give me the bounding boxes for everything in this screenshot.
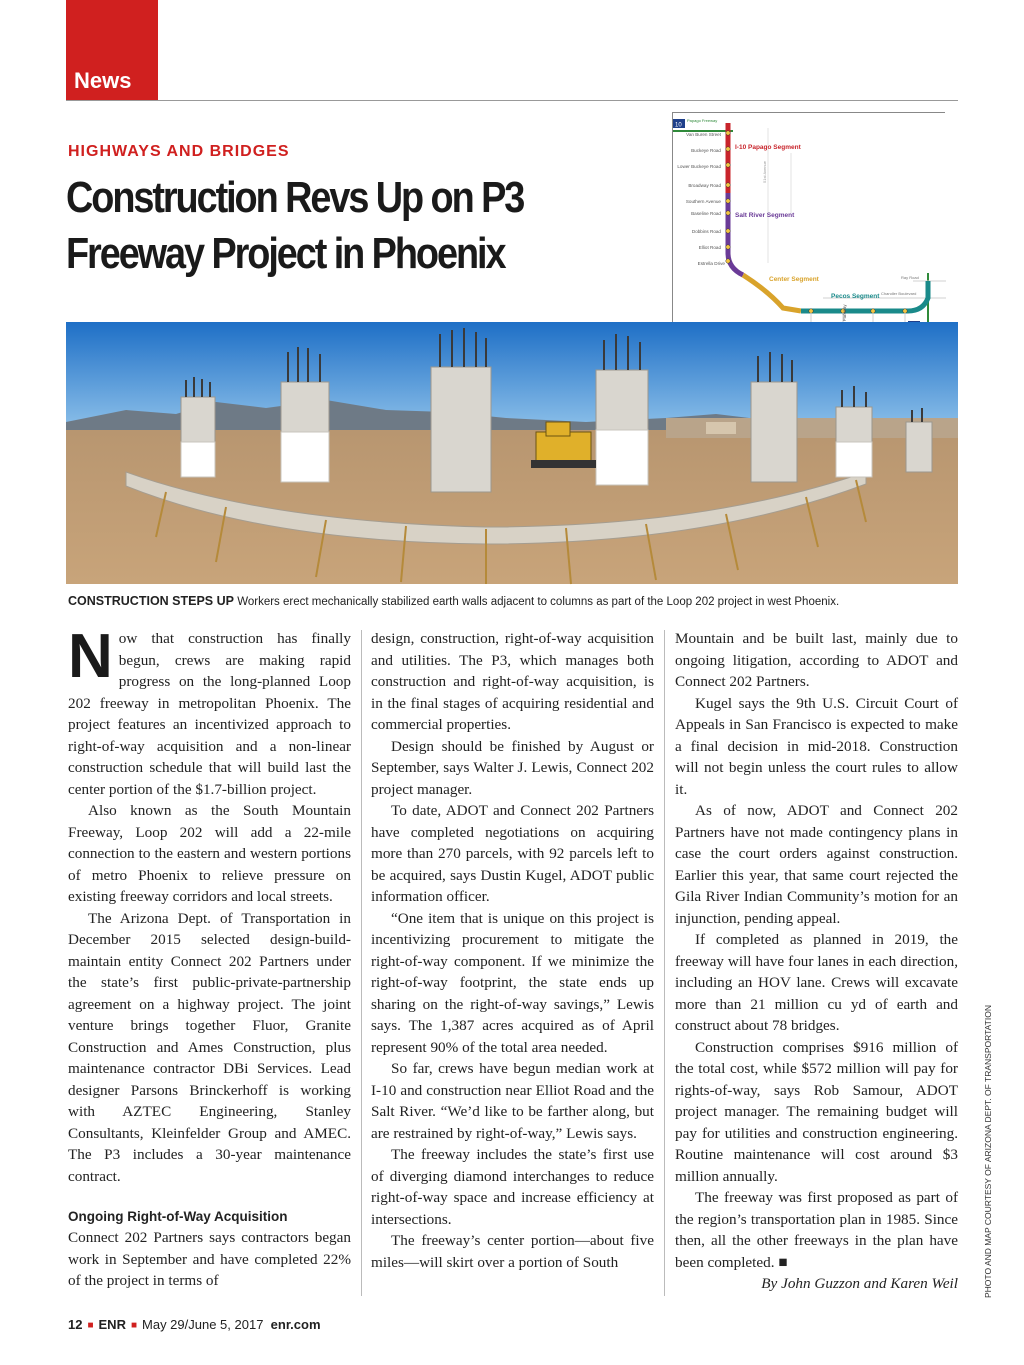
caption-title: CONSTRUCTION STEPS UP xyxy=(68,594,234,608)
article-paragraph: So far, crews have begun median work at I-10 and construction near Elliot Road and the Salt River. “We’d like to be farther along, but are restrained by right-of-way,” Lewis says. xyxy=(371,1060,654,1142)
article-paragraph: The Arizona Dept. of Transportation in December 2015 selected design-build-maintain entity Connect 202 Partners under the state’s first public-private-partnership agreement on a highway project. The joint venture brings together Fluor, Granite Construction and Ames Construction, plus maintenance contractor DBi Services. Lead designer Parsons Brinckerhoff is working with AZTEC Engineering, Stanley Consultants, Kleinfelder Group and AMEC. The P3 includes a 30-year maintenance contract. xyxy=(68,909,351,1185)
article-paragraph: Design should be finished by August or September, says Walter J. Lewis, Connect 202 project manager. xyxy=(371,737,654,798)
construction-photo-graphic xyxy=(66,322,958,584)
map-street-label: Elliot Road xyxy=(698,245,721,250)
article-paragraph: Construction comprises $916 million of the total cost, while $572 million will pay for rights-of-way, says Rob Samour, ADOT project manager. The remaining budget will pay for utilities and construction engineering. Routine maintenance will cost around $3 million annually. xyxy=(675,1038,958,1185)
headline-line-2: Freeway Project in Phoenix xyxy=(66,229,505,278)
map-street-label: Lower Buckeye Road xyxy=(677,164,721,169)
article-paragraph: Kugel says the 9th U.S. Circuit Court of Appeals in San Francisco is expected to make a final decision in mid-2018. Construction will not begin unless the court rules to allow it. xyxy=(675,694,958,798)
map-street-label: Van Buren Street xyxy=(686,132,721,137)
map-street-label: Southern Avenue xyxy=(685,199,721,204)
article-column-3 xyxy=(675,628,958,1295)
section-tab-label: News xyxy=(74,68,132,93)
article-paragraph: The freeway’s center portion—about five miles—will skirt over a portion of South xyxy=(371,1232,654,1271)
shield-name-1: Papago Freeway xyxy=(687,118,718,123)
article-paragraph: If completed as planned in 2019, the freeway will have four lanes in each direction, including an HOV lane. Crews will excavate more than 21 million cu yd of earth and construct about 78 bridges. xyxy=(675,931,958,1034)
map-street-label: Baseline Road xyxy=(691,211,721,216)
map-street-label: Buckeye Road xyxy=(691,148,721,153)
article-paragraph: “One item that is unique on this project is incentivizing procurement to mitigate the right-of-way component. If we minimize the right-of-way footprint, the state ends up sharing on the right-of-way savings,” Lewis says. The 1,387 acres acquired as of April represent 90% of the total area needed. xyxy=(371,909,654,1056)
pecos-segment-label: Pecos Segment xyxy=(831,293,880,300)
construction-photo xyxy=(66,322,958,584)
map-road-label: Ray Road xyxy=(901,275,919,280)
shield-number-1: 10 xyxy=(675,122,682,129)
article-paragraph: ow that construction has finally begun, crews are making rapid progress on the long-planned Loop 202 freeway in metropolitan Phoenix. The project features an incentivized approach to right-of-way acquisition and a non-linear construction schedule that will build last the center portion of the $1.7-billion project. xyxy=(68,630,351,798)
page-number: 12 xyxy=(68,1317,83,1332)
headline-line-1: Construction Revs Up on P3 xyxy=(66,173,524,222)
map-street-label: Broadway Road xyxy=(688,183,721,188)
article-paragraph: As of now, ADOT and Connect 202 Partners have not made contingency plans in case the court orders against construction. Earlier this year, that same court rejected the Gila River Indian Community’s motion for an injunction, pending appeal. xyxy=(675,802,958,927)
map-road-label: 51st Avenue xyxy=(762,161,767,183)
photo-credit: PHOTO AND MAP COURTESY OF ARIZONA DEPT. OF TRANSPORTATION xyxy=(983,1005,993,1298)
issue-date: May 29/June 5, 2017 xyxy=(142,1317,264,1332)
article-paragraph: design, construction, right-of-way acquisition and utilities. The P3, which manages both construction and right-of-way acquisition, is in the final stages of acquiring residential and commercial properties. xyxy=(371,630,654,733)
magazine-name: ENR xyxy=(98,1317,126,1332)
byline: By John Guzzon and Karen Weil xyxy=(761,1275,958,1292)
caption-text: Workers erect mechanically stabilized earth walls adjacent to columns as part of the Loop 202 project in west Phoenix. xyxy=(237,596,840,608)
column-divider xyxy=(664,630,665,1296)
column-divider xyxy=(361,630,362,1296)
headline xyxy=(66,170,573,282)
papago-segment-label: I-10 Papago Segment xyxy=(735,144,801,151)
map-road-label: Chandler Boulevard xyxy=(881,291,917,296)
article-paragraph: Connect 202 Partners says contractors began work in September and have completed 22% of the project in terms of xyxy=(68,1229,351,1289)
article-paragraph: Mountain and be built last, mainly due to ongoing litigation, according to ADOT and Connect 202 Partners. xyxy=(675,630,958,690)
drop-cap: N xyxy=(68,622,113,691)
map-street-label: Estrella Drive xyxy=(697,261,725,266)
map-street-label: Dobbins Road xyxy=(691,229,721,234)
article-paragraph: The freeway includes the state’s first use of diverging diamond interchanges to reduce right-of-way space and increase efficiency at intersections. xyxy=(371,1146,654,1228)
page-footer: 12 ■ ENR ■ May 29/June 5, 2017 enr.com xyxy=(68,1317,321,1332)
article-paragraph: The freeway was first proposed as part of the region’s transportation plan in 1985. Since then, all the other freeways in the plan have been completed. ■ xyxy=(675,1189,958,1271)
article-paragraph: To date, ADOT and Connect 202 Partners have completed negotiations on acquiring more than 270 parcels, with 92 parcels left to be acquired, says Dustin Kugel, ADOT public information officer. xyxy=(371,802,654,905)
article-subhead: Ongoing Right-of-Way Acquisition xyxy=(68,1209,288,1224)
salt-river-segment-label: Salt River Segment xyxy=(735,212,795,219)
article-column-1 xyxy=(68,622,351,1292)
kicker: HIGHWAYS AND BRIDGES xyxy=(68,143,290,160)
top-divider xyxy=(66,100,958,101)
photo-caption xyxy=(68,594,958,608)
section-tab xyxy=(66,0,158,100)
article-column-2 xyxy=(371,628,654,1273)
site-url: enr.com xyxy=(270,1317,321,1332)
article-paragraph: Also known as the South Mountain Freeway, Loop 202 will add a 22-mile connection to the eastern and western portions of metro Phoenix to relieve pressure on existing freeway corridors and local streets. xyxy=(68,802,351,905)
center-segment-label: Center Segment xyxy=(769,276,819,283)
